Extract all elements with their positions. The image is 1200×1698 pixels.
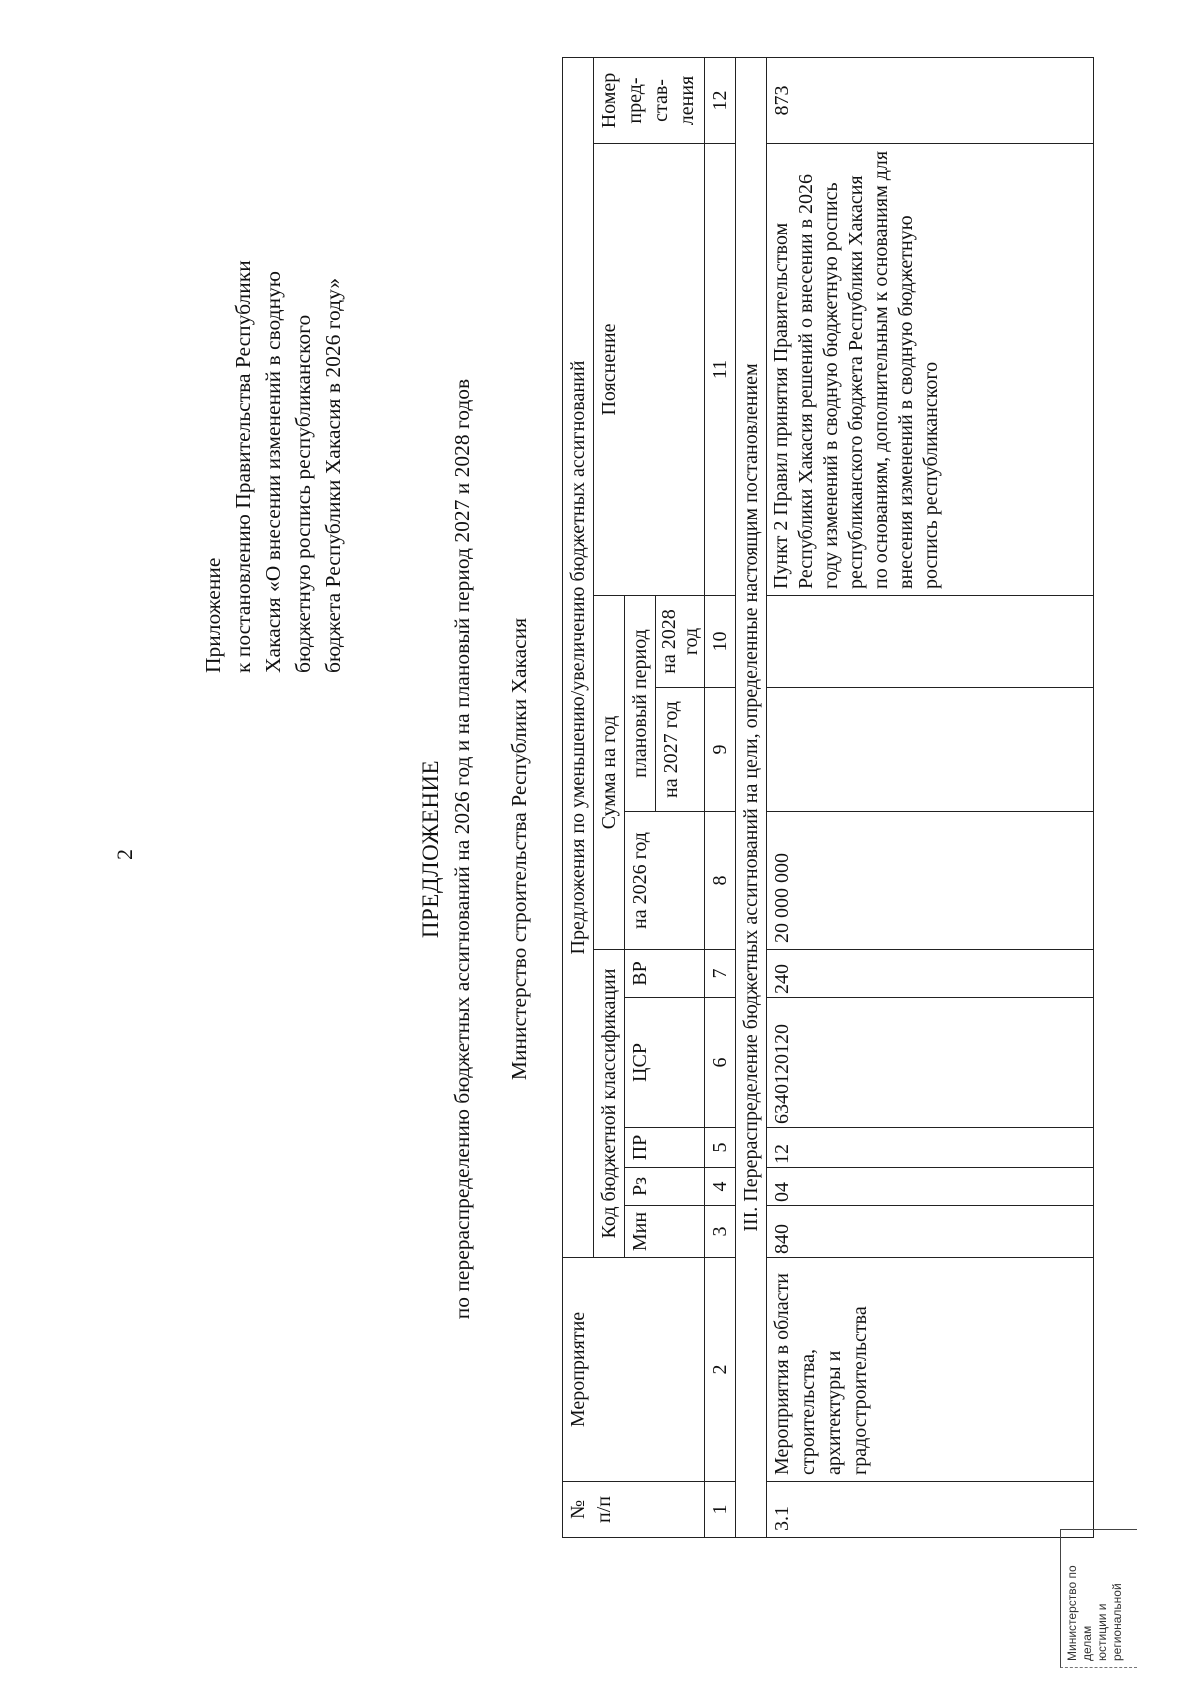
column-number: 8 <box>705 812 736 950</box>
row-explanation: Пункт 2 Правил принятия Правительством Республики Хакасия решений о внесении в 2026 году изменений в сводную бюджетную роспись республиканского бюджета Республики Хакасия по основаниям, дополнительным к основаниям для внесения изменений в сводную бюджетную роспись республиканского <box>767 144 1094 596</box>
header-2026: на 2026 год <box>625 812 705 950</box>
header-num: № п/п <box>563 1482 705 1538</box>
column-number: 10 <box>705 596 736 688</box>
header-proposals: Предложения по уменьшению/увеличению бюджетных ассигнований <box>563 57 594 1257</box>
appendix-block <box>198 113 348 673</box>
stamp-line: Министерство по делам <box>1065 1565 1094 1661</box>
row-csr: 6340120120 <box>767 998 1094 1128</box>
column-number: 1 <box>705 1482 736 1538</box>
column-number: 4 <box>705 1168 736 1206</box>
row-rz: 04 <box>767 1168 1094 1206</box>
column-number: 5 <box>705 1128 736 1168</box>
appendix-line: бюджетную роспись республиканского <box>291 314 315 673</box>
appendix-line: Приложение <box>201 557 225 673</box>
header-2027: на 2027 год <box>656 688 705 812</box>
header-explanation: Пояснение <box>594 144 705 596</box>
table-row <box>767 57 1094 1537</box>
row-num: 3.1 <box>767 1482 1094 1538</box>
row-rep-number: 873 <box>767 57 1094 143</box>
header-pr: ПР <box>625 1128 705 1168</box>
document-title: ПРЕДЛОЖЕНИЕ <box>418 759 443 939</box>
appendix-line: бюджета Республики Хакасия в 2026 году» <box>321 277 345 673</box>
header-csr: ЦСР <box>625 998 705 1128</box>
header-amount: Сумма на год <box>594 596 625 950</box>
header-planned-period: плановый период <box>625 596 656 812</box>
column-number: 7 <box>705 950 736 998</box>
row-vr: 240 <box>767 950 1094 998</box>
row-event: Мероприятия в области строительства, архитектуры и градостроительства <box>767 1258 1094 1482</box>
document-subtitle: по перераспределению бюджетных ассигнований на 2026 год и на плановый период 2027 и 2028 годов <box>450 378 474 1320</box>
registration-stamp <box>1060 1529 1137 1668</box>
column-number: 9 <box>705 688 736 812</box>
page-number: 2 <box>112 849 137 860</box>
column-number-row <box>705 57 736 1537</box>
row-amount-2026: 20 000 000 <box>767 812 1094 950</box>
column-number: 6 <box>705 998 736 1128</box>
row-amount-2028 <box>767 596 1094 688</box>
appendix-line: к постановлению Правительства Республики <box>231 260 255 673</box>
reallocation-table <box>562 57 1094 1538</box>
row-amount-2027 <box>767 688 1094 812</box>
column-number: 11 <box>705 144 736 596</box>
header-event: Мероприятие <box>563 1258 705 1482</box>
stamp-line: юстиции и региональной <box>1095 1583 1124 1661</box>
column-number: 3 <box>705 1206 736 1258</box>
header-rep-number: Номер пред- став- ления <box>594 57 705 143</box>
section-title: III. Перераспределение бюджетных ассигнований на цели, определенные настоящим постановлением <box>736 57 767 1537</box>
row-pr: 12 <box>767 1128 1094 1168</box>
header-vr: ВР <box>625 950 705 998</box>
header-min: Мин <box>625 1206 705 1258</box>
header-code: Код бюджетной классификации <box>594 950 625 1258</box>
column-number: 12 <box>705 57 736 143</box>
column-number: 2 <box>705 1258 736 1482</box>
ministry-name: Министерство строительства Республики Хакасия <box>507 617 531 1081</box>
header-rz: Рз <box>625 1168 705 1206</box>
appendix-line: Хакасия «О внесении изменений в сводную <box>261 271 285 673</box>
row-min: 840 <box>767 1206 1094 1258</box>
header-2028: на 2028 год <box>656 596 705 688</box>
